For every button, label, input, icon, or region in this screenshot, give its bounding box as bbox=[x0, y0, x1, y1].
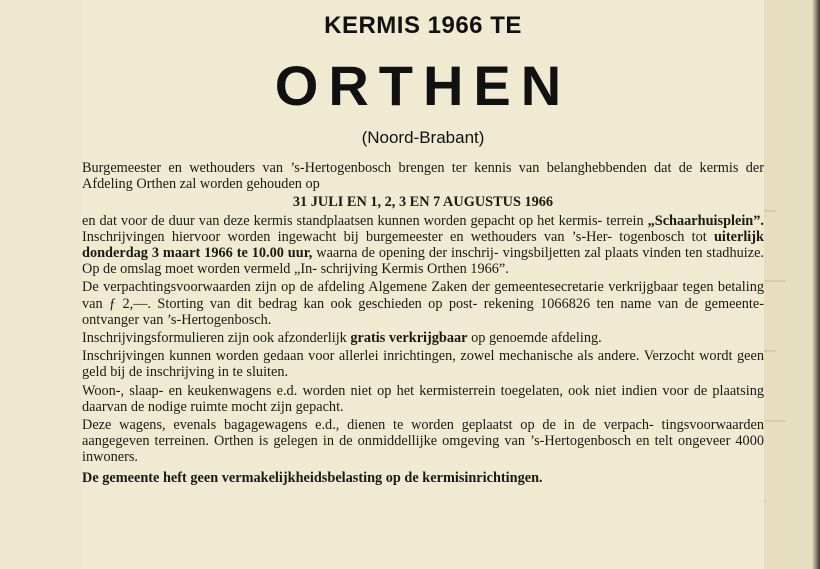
notice-paragraph bbox=[82, 470, 764, 486]
notice-body bbox=[82, 160, 764, 488]
bold-text: De gemeente heft geen vermakelijkheidsbelasting op de kermisinrichtingen. bbox=[82, 469, 543, 486]
notice-paragraph bbox=[82, 194, 764, 210]
notice-paragraph bbox=[82, 213, 764, 278]
paragraph-text: en dat voor de duur van deze kermis standplaatsen kunnen worden gepacht op het kermis- terrein bbox=[82, 212, 648, 229]
notice-place-title: ORTHEN bbox=[274, 54, 572, 117]
paragraph-text: Woon-, slaap- en keukenwagens e.d. worden niet op het kermisterrein toegelaten, ook niet indien voor de plaatsing daarvan de nodige ruimte mocht zijn gepacht. bbox=[82, 382, 764, 415]
paragraph-text: Inschrijvingen hiervoor worden ingewacht bij burgemeester en wethouders van ’s-Her- togenbosch tot bbox=[82, 228, 714, 245]
kermis-notice bbox=[82, 0, 764, 569]
bold-text: 31 JULI EN 1, 2, 3 EN 7 AUGUSTUS 1966 bbox=[292, 194, 554, 211]
bold-text: gratis verkrijgbaar bbox=[350, 330, 468, 347]
notice-paragraph bbox=[82, 330, 764, 346]
notice-paragraph bbox=[82, 383, 764, 415]
paragraph-text: Burgemeester en wethouders van ’s-Hertogenbosch brengen ter kennis van belanghebbenden dat de kermis der Afdeling Orthen zal worden gehouden op bbox=[82, 160, 764, 193]
notice-heading: KERMIS 1966 TE bbox=[324, 12, 522, 39]
paragraph-text: Inschrijvingsformulieren zijn ook afzonderlijk bbox=[82, 330, 351, 347]
paragraph-text: De verpachtingsvoorwaarden zijn op de afdeling Algemene Zaken der gemeentesecretarie verkrijgbaar tegen betaling van ƒ 2,—. Storting van dit bedrag kan ook geschieden op post- rekening 1066826 ten name van de gemeente-ontvanger van ’s-Hertogenbosch. bbox=[82, 279, 764, 328]
bold-text: „Schaarhuisplein”. bbox=[647, 212, 764, 229]
bold-text: uiterlijk donderdag 3 maart 1966 te 10.00 uur, bbox=[82, 228, 764, 262]
notice-paragraph bbox=[82, 160, 764, 192]
paragraph-text: waarna de opening der inschrij- vingsbiljetten zal plaats vinden ten stadhuize. Op de omslag moet worden vermeld „In- schrijving Kermis Orthen 1966”. bbox=[82, 245, 764, 278]
notice-paragraph bbox=[82, 279, 764, 328]
notice-paragraph bbox=[82, 417, 764, 466]
paragraph-text: op genoemde afdeling. bbox=[467, 330, 602, 347]
notice-paragraph bbox=[82, 348, 764, 380]
notice-province: (Noord-Brabant) bbox=[361, 128, 485, 147]
paragraph-text: Inschrijvingen kunnen worden gedaan voor allerlei inrichtingen, zowel mechanische als andere. Verzocht wordt geen geld bij de inschrijving in te sluiten. bbox=[82, 348, 764, 381]
paragraph-text: Deze wagens, evenals bagagewagens e.d., dienen te worden geplaatst op de in de verpach- tingsvoorwaarden aangegeven terreinen. Orthen is gelegen in de onmiddellijke omgeving van ’s-Hertogenbosch en telt ongeveer 4000 inwoners. bbox=[82, 417, 764, 466]
page-edge-shadow bbox=[812, 0, 820, 569]
